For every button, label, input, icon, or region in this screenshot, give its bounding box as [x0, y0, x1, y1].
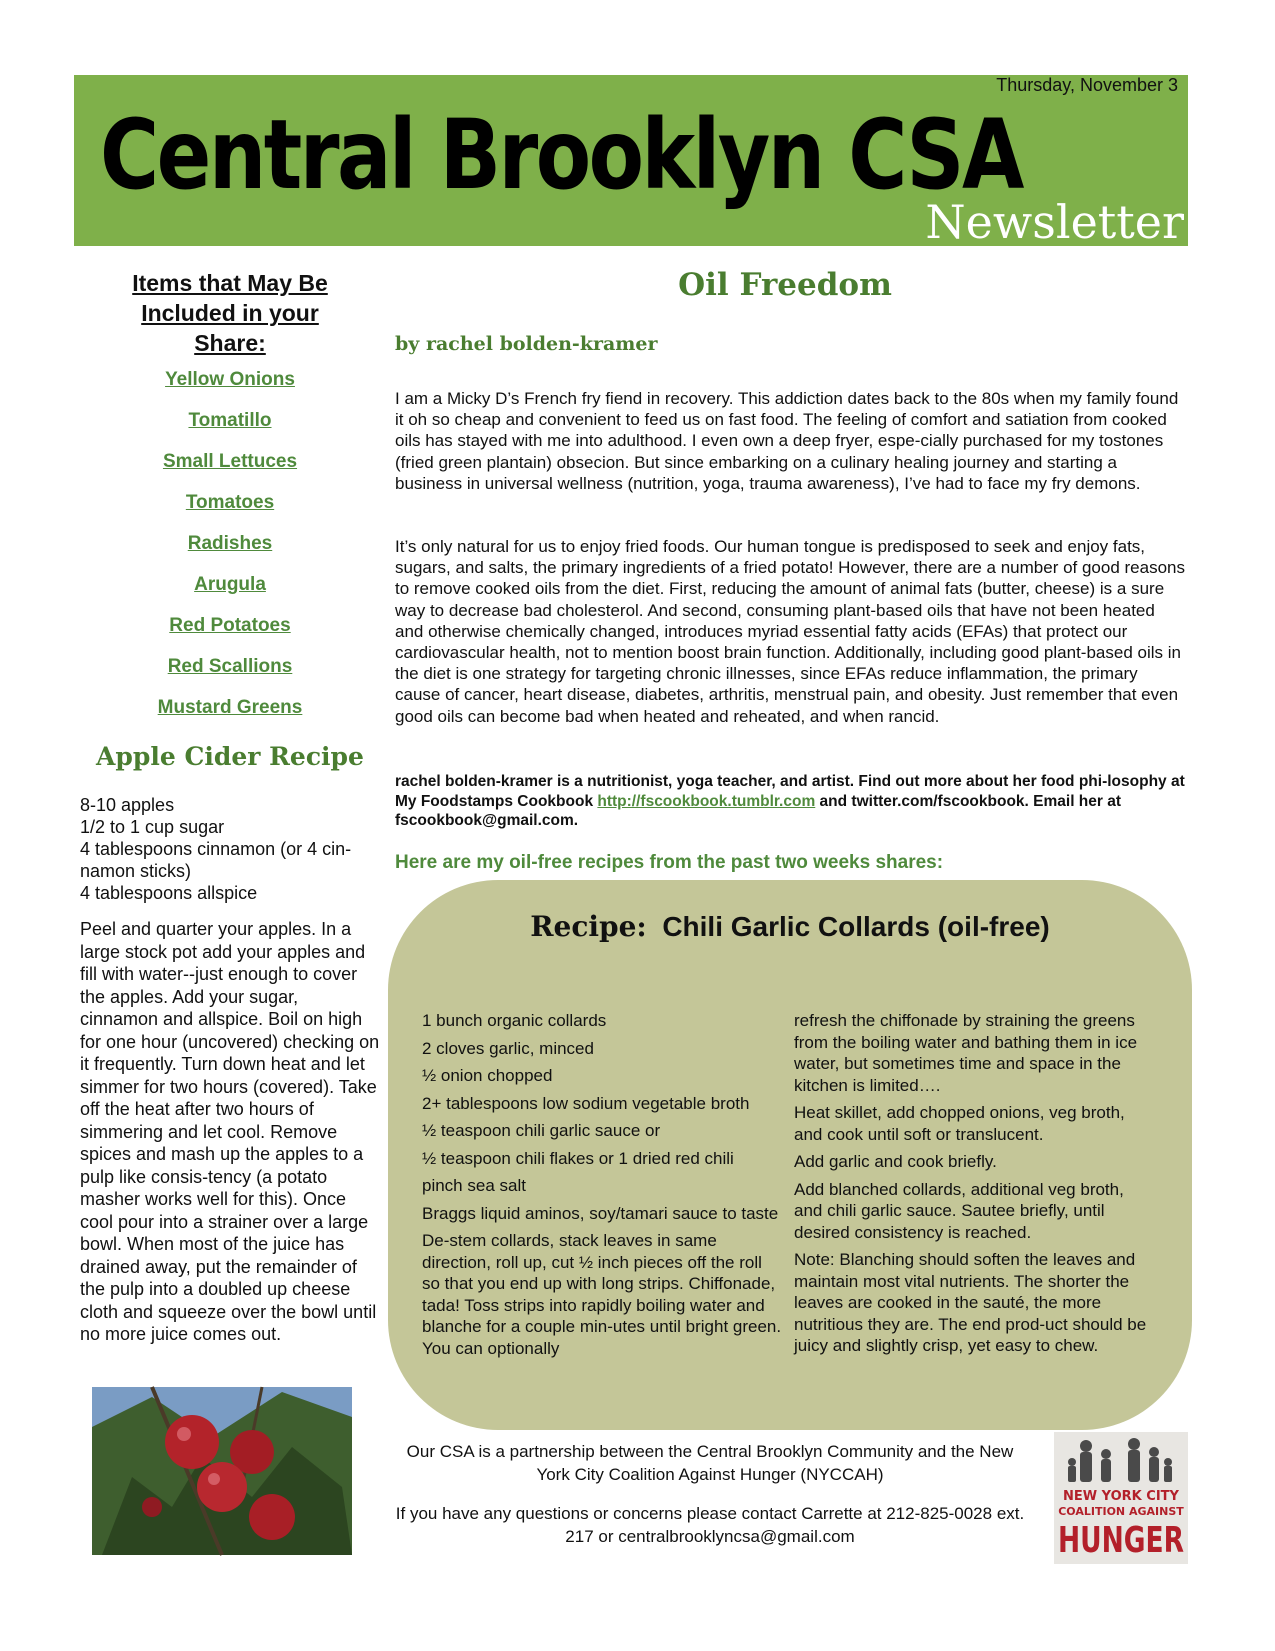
recipe-column-right — [794, 1010, 1154, 1363]
recipe-line: ½ onion chopped — [422, 1066, 553, 1085]
recipe-line: ½ teaspoon chili flakes or 1 dried red chili — [422, 1148, 734, 1168]
bio-text: rachel bolden-kramer is a nutritionist, yoga teacher, and artist. Find out more about her food phi-losophy at My Foodstamps Cookbook — [395, 773, 1185, 810]
share-heading-line: Share: — [194, 330, 266, 356]
share-items-heading — [100, 268, 360, 358]
article-paragraph: It’s only natural for us to enjoy fried foods. Our human tongue is predisposed to seek and enjoy fats, sugars, and salts, the primary ingredients of a fried potato! However, there are a number of good reasons to remove cooked oils from the diet. First, reducing the amount of animal fats (butter, cheese) is a sure way to decrease bad cholesterol. And second, consuming plant-based oils that have not been heated and otherwise chemically changed, introduces myriad essential fatty acids (EFAs) that protect our cardiovascular health, not to mention boost brain function. Additionally, including good plant-based oils in the diet is one strategy for targeting chronic illnesses, since EFAs reduce inflammation, the primary cause of cancer, heart disease, diabetes, arthritis, menstrual pain, and obesity. Just remember that even good oils can become bad when heated and reheated, and when rancid. — [395, 537, 1185, 726]
recipe-line: 2 cloves garlic, minced — [422, 1038, 594, 1058]
share-item-link[interactable]: Small Lettuces — [162, 451, 298, 472]
logo-text: COALITION AGAINST — [1058, 1505, 1184, 1518]
issue-date: Thursday, November 3 — [996, 75, 1178, 95]
recipe-title — [388, 910, 1192, 943]
article-paragraph: I am a Micky D’s French fry fiend in recovery. This addiction dates back to the 80s when my family found it oh so cheap and convenient to feed us on fast food. The feeling of comfort and satiation from cooked oils has stayed with me into adulthood. I even own a deep fryer, espe-cially purchased for my tostones (fried green plantain) obsecion. But since embarking on a culinary healing journey and starting a business in universal wellness (nutrition, yoga, trauma awareness), I’ve had to face my fry demons. — [395, 389, 1179, 493]
recipe-label: Recipe: — [530, 910, 647, 943]
partnership-note: Our CSA is a partnership between the Central Brooklyn Community and the New York City Coalition Against Hunger (NYCCAH) — [406, 1442, 1014, 1484]
ingredient-line: 1/2 to 1 cup sugar — [80, 817, 225, 837]
recipe-line: refresh the chiffonade by straining the greens from the boiling water and bathing them in ice water, but sometimes time and space in the kitchen is limited…. — [794, 1011, 1138, 1095]
logo-text: HUNGER — [1058, 1520, 1184, 1561]
ingredient-line: 4 tablespoons allspice — [80, 883, 258, 903]
share-heading-line: Items that May Be — [132, 270, 328, 296]
share-item-link[interactable]: Arugula — [194, 574, 266, 595]
ingredient-line: 8-10 apples — [80, 795, 175, 815]
nyccah-logo — [1054, 1432, 1188, 1564]
cider-recipe-heading: Apple Cider Recipe — [96, 742, 364, 771]
share-heading-line: Included in your — [141, 300, 319, 326]
recipe-name: Chili Garlic Collards (oil-free) — [662, 911, 1050, 942]
share-item-link[interactable]: Tomatillo — [188, 410, 272, 431]
share-item-link[interactable]: Yellow Onions — [165, 369, 295, 390]
cider-instructions: Peel and quarter your apples. In a large stock pot add your apples and fill with water--just enough to cover the apples. Add your sugar, cinnamon and allspice. Boil on high for one hour (uncovered) checking on it frequently. Turn down heat and let simmer for two hours (covered). Take off the heat after two hours of simmering and let cool. Remove spices and mash up the apples to a pulp like consis-tency (a potato masher works well for this). Once cool pour into a strainer over a large bowl. When most of the juice has drained away, put the remainder of the pulp into a doubled up cheese cloth and squeeze over the bowl until no more juice comes out. — [80, 919, 380, 1344]
recipe-line: Add garlic and cook briefly. — [794, 1152, 997, 1171]
share-item-link[interactable]: Mustard Greens — [157, 697, 303, 718]
recipe-line: 1 bunch organic collards — [422, 1011, 607, 1030]
cookbook-link[interactable]: http://fscookbook.tumblr.com — [597, 792, 816, 810]
masthead-banner — [74, 75, 1188, 249]
bio-text: and twitter.com/fscookbook. Email her at fscookbook@gmail.com. — [395, 792, 1122, 829]
share-items-list — [80, 370, 380, 739]
apples-photo — [92, 1387, 352, 1555]
recipe-line: De-stem collards, stack leaves in same direction, roll up, cut ½ inch pieces off the roll so that you end up with long strips. Chiffonade, tada! Toss strips into rapidly boiling water and blanche for a couple min-utes until bright green. You can optionally — [422, 1231, 782, 1358]
author-bio — [395, 772, 1185, 831]
collards-recipe-box — [388, 880, 1192, 1430]
recipe-line: 2+ tablespoons low sodium vegetable broth — [422, 1093, 750, 1113]
contact-note: If you have any questions or concerns please contact Carrette at 212-825-0028 ext. 217 or centralbrooklyncsa@gmail.com — [395, 1504, 1025, 1546]
article-byline: by rachel bolden-kramer — [395, 333, 658, 355]
cider-ingredients — [80, 794, 380, 904]
article-title: Oil Freedom — [678, 267, 892, 303]
recipe-column-left — [422, 1010, 782, 1365]
newsletter-title: Central Brooklyn CSA — [100, 99, 1022, 211]
newsletter-subtitle: Newsletter — [925, 195, 1184, 249]
ingredient-line: 4 tablespoons cinnamon (or 4 cin-namon sticks) — [80, 839, 352, 881]
share-item-link[interactable]: Red Potatoes — [169, 615, 291, 636]
share-item-link[interactable]: Radishes — [187, 533, 273, 554]
oil-free-note: Here are my oil-free recipes from the past two weeks shares: — [395, 852, 944, 873]
logo-text: NEW YORK CITY — [1063, 1489, 1179, 1504]
recipe-line: ½ teaspoon chili garlic sauce or — [422, 1121, 661, 1140]
recipe-line: pinch sea salt — [422, 1176, 526, 1195]
recipe-line: Note: Blanching should soften the leaves and maintain most vital nutrients. The shorter the leaves are cooked in the sauté, the more nutritious they are. The end prod-uct should be juicy and slightly crisp, yet easy to chew. — [794, 1250, 1147, 1355]
share-item-link[interactable]: Red Scallions — [167, 656, 293, 677]
footer — [390, 1440, 1030, 1564]
recipe-line: Braggs liquid aminos, soy/tamari sauce to taste — [422, 1203, 779, 1223]
share-item-link[interactable]: Tomatoes — [185, 492, 275, 513]
recipe-line: Add blanched collards, additional veg broth, and chili garlic sauce. Sautee briefly, until desired consistency is reached. — [794, 1179, 1124, 1242]
recipe-line: Heat skillet, add chopped onions, veg broth, and cook until soft or translucent. — [794, 1103, 1125, 1144]
